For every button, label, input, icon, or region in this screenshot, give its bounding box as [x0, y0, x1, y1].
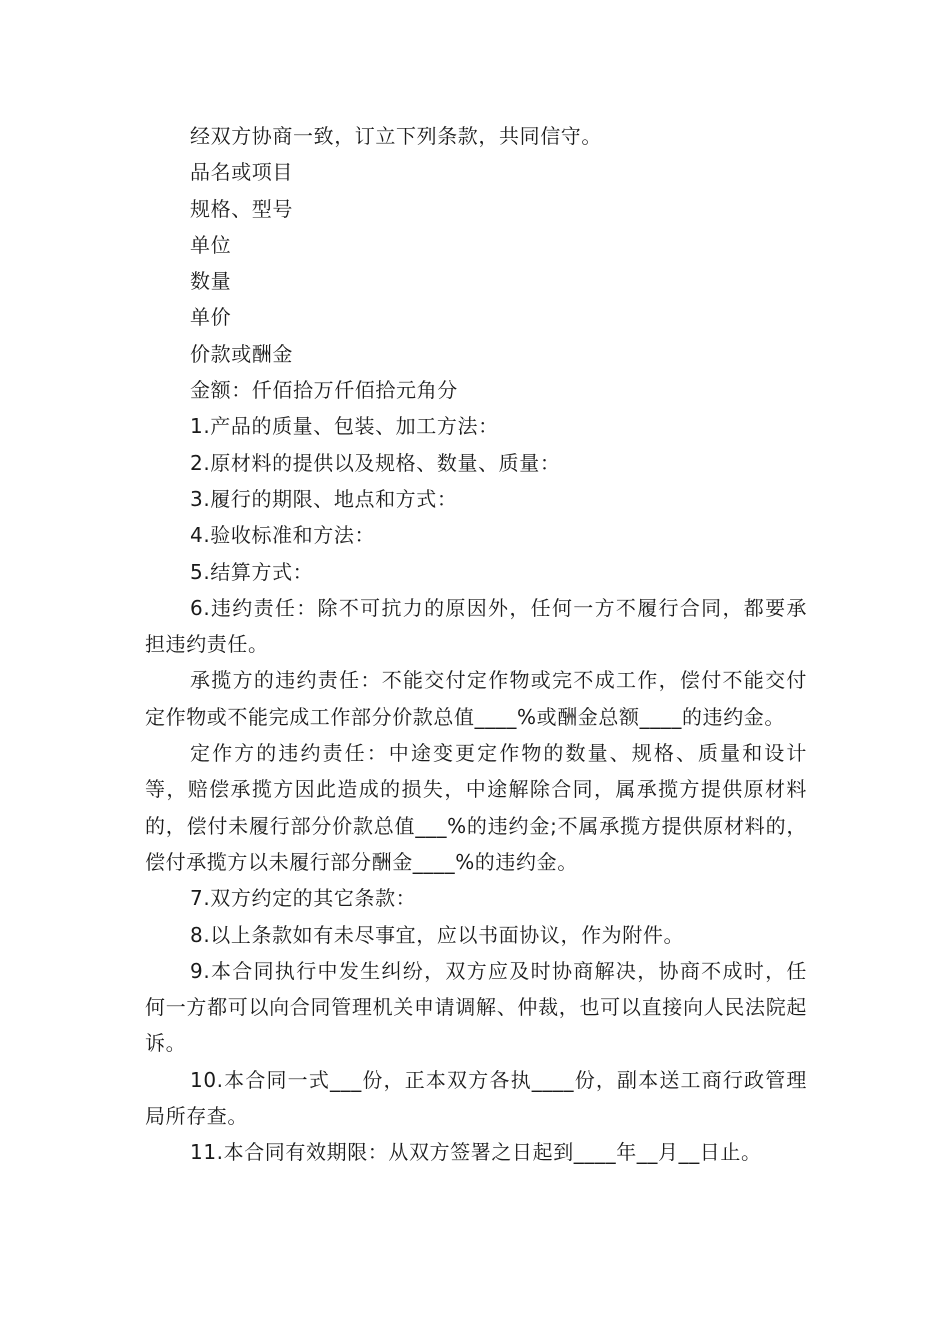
- clause-6-orderer-liability: 定作方的违约责任：中途变更定作物的数量、规格、质量和设计等，赔偿承揽方因此造成的损失，中途解除合同，属承揽方提供原材料的，偿付未履行部分价款总值___%的违约金;不属承揽方提供原材料的，偿付承揽方以未履行部分酬金____%的违约金。: [145, 741, 807, 874]
- paragraph-unit: 单位: [190, 232, 232, 257]
- clause-2: 2.原材料的提供以及规格、数量、质量：: [190, 450, 561, 475]
- clause-11: 11.本合同有效期限：从双方签署之日起到____年__月__日止。: [190, 1140, 762, 1165]
- clause-3: 3.履行的期限、地点和方式：: [190, 486, 458, 511]
- clause-6-contractor-liability: 承揽方的违约责任：不能交付定作物或完不成工作，偿付不能交付定作物或不能完成工作部分价款总值____%或酬金总额____的违约金。: [145, 668, 807, 729]
- paragraph-quantity: 数量: [190, 269, 232, 294]
- clause-9: 9.本合同执行中发生纠纷，双方应及时协商解决，协商不成时，任何一方都可以向合同管理机关申请调解、仲裁，也可以直接向人民法院起诉。: [145, 958, 807, 1056]
- clause-8: 8.以上条款如有未尽事宜，应以书面协议，作为附件。: [190, 922, 685, 947]
- clause-7: 7.双方约定的其它条款：: [190, 886, 417, 911]
- paragraph-unit-price: 单价: [190, 305, 232, 330]
- paragraph-intro: 经双方协商一致，订立下列条款，共同信守。: [190, 124, 602, 148]
- paragraph-amount: 金额：仟佰拾万仟佰拾元角分: [190, 378, 458, 403]
- clause-1: 1.产品的质量、包装、加工方法：: [190, 414, 499, 439]
- clause-4: 4.验收标准和方法：: [190, 523, 376, 548]
- clause-5: 5.结算方式：: [190, 559, 314, 584]
- contract-body: [145, 118, 807, 1171]
- paragraph-spec-model: 规格、型号: [190, 196, 293, 221]
- clause-6: 6.违约责任：除不可抗力的原因外，任何一方不履行合同，都要承担违约责任。: [145, 595, 807, 657]
- paragraph-item-name: 品名或项目: [190, 160, 293, 185]
- paragraph-price-or-fee: 价款或酬金: [190, 341, 293, 366]
- clause-10: 10.本合同一式___份，正本双方各执____份，副本送工商行政管理局所存查。: [145, 1067, 807, 1129]
